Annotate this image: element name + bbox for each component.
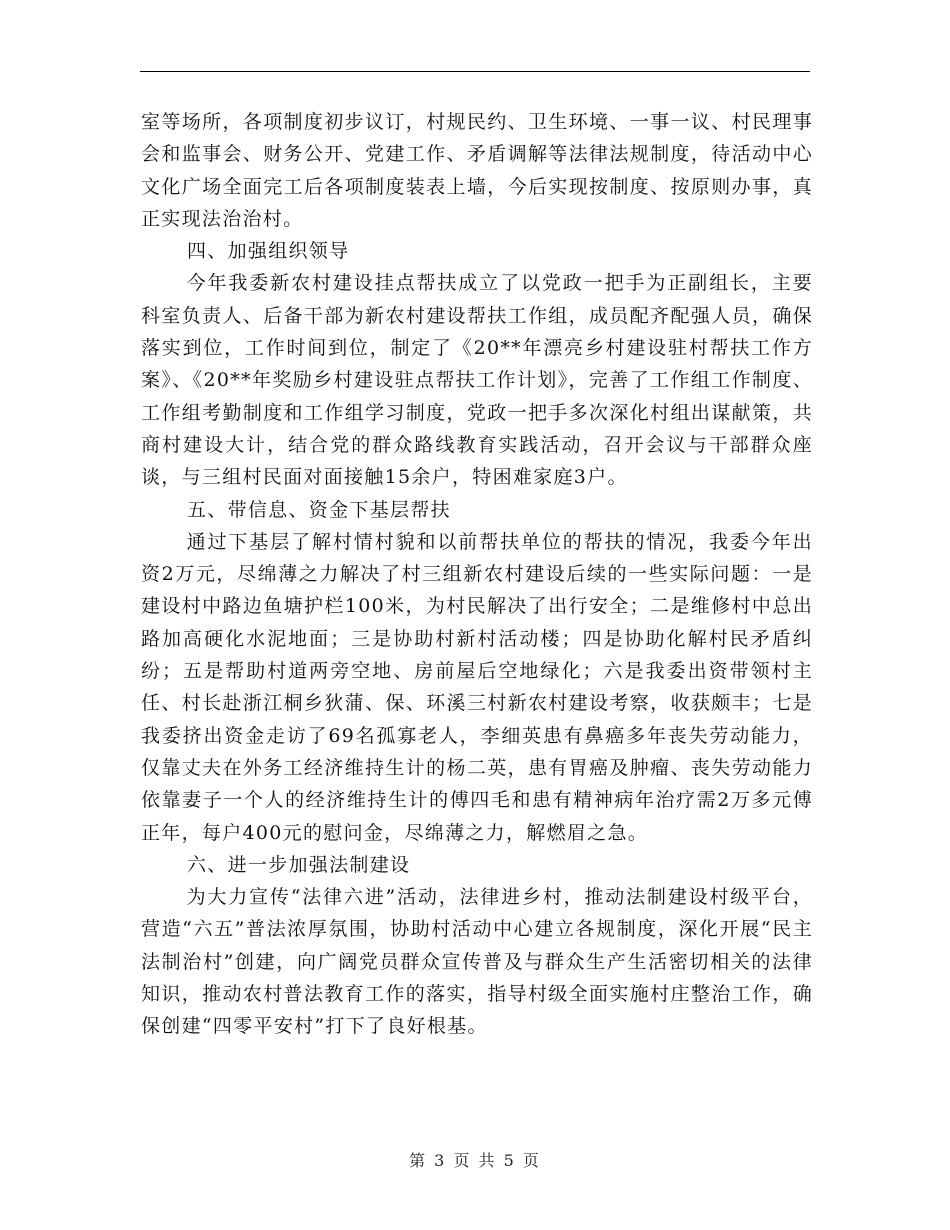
paragraph-1: 室等场所，各项制度初步议订，村规民约、卫生环境、一事一议、村民理事会和监事会、财务公开、党建工作、矛盾调解等法律法规制度，待活动中心文化广场全面完工后各项制度装表上墙，今后实现按制度、按原则办事，真正实现法治治村。	[141, 111, 813, 230]
section-heading-4: 四、加强组织领导	[187, 240, 350, 263]
section-heading-6: 六、进一步加强法制建设	[187, 853, 411, 876]
section-heading-5: 五、带信息、资金下基层帮扶	[187, 498, 451, 521]
page-footer: 第 3 页 共 5 页	[409, 1151, 541, 1170]
document-body	[141, 106, 813, 1043]
paragraph-2: 今年我委新农村建设挂点帮扶成立了以党政一把手为正副组长，主要科室负责人、后备干部为新农村建设帮扶工作组，成员配齐配强人员，确保落实到位，工作时间到位，制定了《20**年漂亮乡村建设驻村帮扶工作方案》、《20**年奖励乡村建设驻点帮扶工作计划》，完善了工作组工作制度、工作组考勤制度和工作组学习制度，党政一把手多次深化村组出谋献策，共商村建设大计，结合党的群众路线教育实践活动，召开会议与干部群众座谈，与三组村民面对面接触15余户，特困难家庭3户。	[141, 272, 813, 489]
paragraph-4: 为大力宣传“法律六进”活动，法律进乡村，推动法制建设村级平台，营造“六五”普法浓厚氛围，协助村活动中心建立各规制度，深化开展“民主法制治村”创建，向广阔党员群众宣传普及与群众生产生活密切相关的法律知识，推动农村普法教育工作的落实，指导村级全面实施村庄整治工作，确保创建“四零平安村”打下了良好根基。	[141, 886, 813, 1038]
paragraph-3: 通过下基层了解村情村貌和以前帮扶单位的帮扶的情况，我委今年出资2万元，尽绵薄之力解决了村三组新农村建设后续的一些实际问题：一是建设村中路边鱼塘护栏100米，为村民解决了出行安全；二是维修村中总出路加高硬化水泥地面；三是协助村新村活动楼；四是协助化解村民矛盾纠纷；五是帮助村道两旁空地、房前屋后空地绿化；六是我委出资带领村主任、村长赴浙江桐乡狄蒲、保、环溪三村新农村建设考察，收获颇丰；七是我委挤出资金走访了69名孤寡老人，李细英患有鼻癌多年丧失劳动能力，仅靠丈夫在外务工经济维持生计的杨二英，患有胃癌及肿瘤、丧失劳动能力依靠妻子一个人的经济维持生计的傅四毛和患有精神病年治疗需2万多元傅正年，每户400元的慰问金，尽绵薄之力，解燃眉之急。	[141, 530, 813, 844]
header-rule	[140, 71, 810, 72]
